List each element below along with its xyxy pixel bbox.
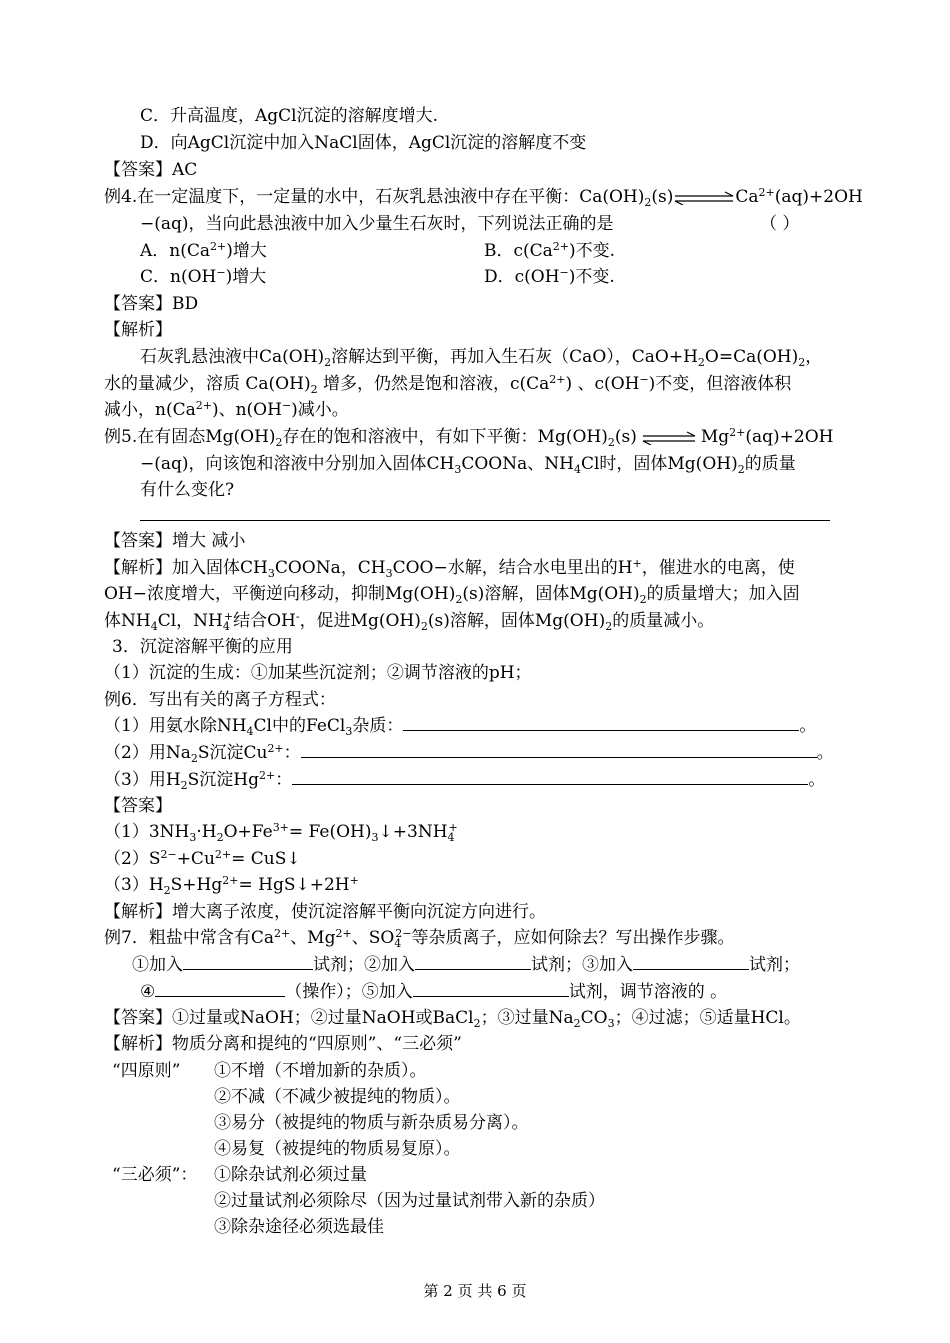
answer-6-2: $(2)S^{2-}+Cu^{2+}=$ CuS↓	[104, 848, 301, 869]
rule-four-3: ③易分（被提纯的物质与新杂质易分离）。	[214, 1113, 529, 1133]
option-a: A．$n(Ca^{2+})$增大	[140, 240, 267, 261]
option-b: B．$c(Ca^{2+})$不变.	[484, 240, 616, 261]
rule-four-4: ④易复（被提纯的物质易复原）。	[214, 1139, 461, 1159]
analysis-4-line-2: 水的量减少，溶质 $Ca(OH)_2$ 增多，仍然是饱和溶液，$c(Ca^{2+})$ 、c(OH−)不变，但溶液体积	[104, 373, 792, 396]
blank-step-2[interactable]	[415, 953, 531, 970]
blank-step-4[interactable]	[155, 980, 285, 997]
rule-three-2: ②过量试剂必须除尽（因为过量试剂带入新的杂质）	[214, 1191, 605, 1211]
example-4-paren: （ ）	[760, 214, 800, 234]
rule-three-3: ③除杂途径必须选最佳	[214, 1217, 384, 1237]
answer-6-1: $(1)3NH_3\cdot H_2O+Fe^{3+}=$ $Fe(OH)_3↓+3NH_4^+$	[104, 821, 458, 844]
rule-four-1: ①不增（不增加新的杂质）。	[214, 1061, 427, 1081]
section-3-heading: 3．沉淀溶解平衡的应用	[112, 637, 293, 657]
rule-three-1: ①除杂试剂必须过量	[214, 1165, 367, 1185]
blank-step-3[interactable]	[633, 953, 749, 970]
analysis-4-line-3: 减小，$n(Ca^{2+})$、n(OH−)减小。	[104, 399, 349, 420]
example-5-question-end: 有什么变化?	[140, 480, 235, 500]
blank-2[interactable]	[301, 741, 817, 758]
analysis-7: 【解析】物质分离和提纯的“四原则”、“三必须”	[104, 1034, 462, 1054]
rule-four-2: ②不减（不减少被提纯的物质）。	[214, 1087, 461, 1107]
example-6-item-1: （1）用氨水除$NH_4Cl$中的FeCl$_3$杂质： 。	[104, 716, 817, 738]
blank-step-1[interactable]	[183, 953, 313, 970]
answer-4: 【答案】BD	[104, 294, 199, 314]
analysis-4-label: 【解析】	[104, 320, 172, 340]
answer-underline	[140, 520, 830, 521]
example-5-question-cont: −(aq)，向该饱和溶液中分别加入固体$CH_3COONa$、$NH_4Cl$时，固体$Mg(OH)_2$的质量	[140, 454, 796, 476]
answer-3: 【答案】AC	[104, 160, 198, 180]
answer-6-3: $(3)H_2S+Hg^{2+}=$ HgS↓+2H+	[104, 874, 359, 897]
equilibrium-arrow-icon	[673, 191, 735, 205]
example-7-steps-1: ①加入 试剂；②加入 试剂；③加入 试剂；	[132, 955, 800, 975]
section-3-item-1: （1）沉淀的生成：①加某些沉淀剂；②调节溶液的pH；	[104, 663, 532, 683]
example-6-item-3: （3）用$H_2S$沉淀$Hg^{2+}$： 。	[104, 769, 826, 792]
analysis-4-line-1: 石灰乳悬浊液中$Ca(OH)_2$溶解达到平衡，再加入生石灰（CaO），$CaO+H_2O=Ca(OH)_2$，	[140, 347, 823, 369]
equilibrium-arrow-icon	[641, 431, 697, 445]
answer-5: 【答案】增大 减小	[104, 531, 246, 551]
example-7-question: 例7．粗盐中常含有$Ca^{2+}$、$Mg^{2+}$、$SO_4^{2-}$等杂质离子，应如何除去？写出操作步骤。	[104, 927, 735, 950]
page-footer: 第 2 页 共 6 页	[423, 1282, 527, 1300]
rule-three-label: “三必须”：	[112, 1165, 198, 1185]
blank-step-5[interactable]	[413, 980, 569, 997]
option-c: C．n(OH−)增大	[140, 266, 267, 287]
answer-7: 【答案】①过量或NaOH；②过量NaOH或BaCl$_2$；③过量$Na_2CO_3$；④过滤；⑤适量HCl。	[104, 1008, 801, 1030]
example-4-question: 例4.在一定温度下，一定量的水中，石灰乳悬浊液中存在平衡：$Ca(OH)_2(s)$ $Ca^{2+}(aq)+2OH$	[104, 186, 863, 209]
analysis-5-line-2: OH−浓度增大，平衡逆向移动，抑制$Mg(OH)_2(s)$溶解，固体$Mg(OH)_2$的质量增大；加入固	[104, 584, 800, 606]
example-6-question: 例6．写出有关的离子方程式：	[104, 690, 336, 710]
example-7-steps-2: ④ （操作）；⑤加入 试剂，调节溶液的 。	[140, 982, 728, 1002]
example-6-item-2: （2）用$Na_2S$沉淀$Cu^{2+}$： 。	[104, 742, 834, 765]
blank-3[interactable]	[292, 768, 808, 785]
example-5-question: 例5.在有固态$Mg(OH)_2$存在的饱和溶液中，有如下平衡：$Mg(OH)_2(s)$ $Mg^{2+}(aq)+2OH$	[104, 426, 834, 449]
blank-1[interactable]	[403, 714, 799, 731]
option-c-line: C．升高温度，AgCl沉淀的溶解度增大.	[140, 106, 439, 126]
analysis-5-line-1: 【解析】加入固体$CH_3COONa$，$CH_3COO-$水解，结合水电里出的H+，催进水的电离，使	[104, 557, 795, 580]
analysis-5-line-3: 体$NH_4Cl$，$NH_4^+$结合OH-，促进$Mg(OH)_2(s)$溶解，固体$Mg(OH)_2$的质量减小。	[104, 610, 715, 633]
option-d-line: D．向AgCl沉淀中加入NaCl固体，AgCl沉淀的溶解度不变	[140, 133, 587, 153]
rule-four-label: “四原则”	[112, 1061, 181, 1081]
answer-6-label: 【答案】	[104, 796, 172, 816]
example-4-question-cont: −(aq)，当向此悬浊液中加入少量生石灰时，下列说法正确的是	[140, 214, 614, 234]
option-d: D．c(OH−)不变.	[484, 266, 615, 287]
analysis-6: 【解析】增大离子浓度，使沉淀溶解平衡向沉淀方向进行。	[104, 902, 546, 922]
